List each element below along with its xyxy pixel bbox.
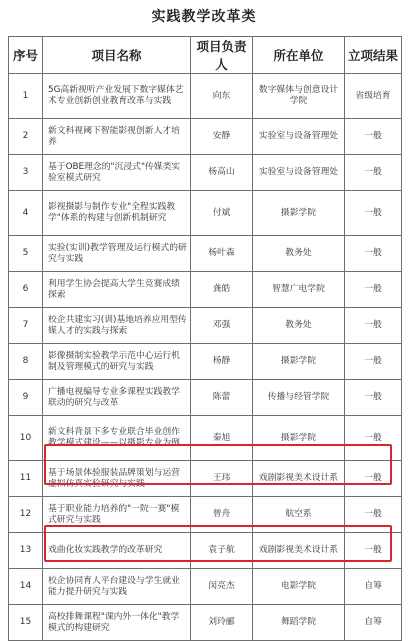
result: 一般 (345, 119, 402, 155)
unit: 教务处 (253, 308, 345, 344)
unit: 教务处 (253, 236, 345, 272)
table-row (9, 569, 402, 605)
unit: 实验室与设备管理处 (253, 155, 345, 191)
project-name: 高校排舞课程"课内外一体化"教学模式的构建研究 (43, 605, 191, 641)
unit: 航空系 (253, 497, 345, 533)
result: 自筹 (345, 605, 402, 641)
project-lead: 邓强 (191, 308, 253, 344)
unit: 戏剧影视美术设计系 (253, 461, 345, 497)
project-name: 5G高新视听产业发展下数字媒体艺术专业创新创业教育改革与实践 (43, 74, 191, 119)
header-unit: 所在单位 (253, 37, 345, 74)
unit: 电影学院 (253, 569, 345, 605)
project-lead: 陈蕾 (191, 380, 253, 416)
project-lead: 付斌 (191, 191, 253, 236)
table-header-row (9, 37, 402, 74)
unit: 摄影学院 (253, 344, 345, 380)
row-number: 14 (9, 569, 43, 605)
result: 一般 (345, 272, 402, 308)
project-table (8, 36, 402, 641)
table-row (9, 74, 402, 119)
project-name: 基于职业能力培养的"一院一赛"模式研究与实践 (43, 497, 191, 533)
result: 一般 (345, 236, 402, 272)
table-row (9, 380, 402, 416)
table-row (9, 533, 402, 569)
row-number: 13 (9, 533, 43, 569)
result: 一般 (345, 533, 402, 569)
header-project-lead: 项目负责人 (191, 37, 253, 74)
unit: 传播与经管学院 (253, 380, 345, 416)
project-lead: 龚皓 (191, 272, 253, 308)
project-name: 广播电视编导专业多课程实践教学联动的研究与改革 (43, 380, 191, 416)
project-lead: 刘玲郦 (191, 605, 253, 641)
project-lead: 杨静 (191, 344, 253, 380)
project-name: 实验(实训)教学管理及运行模式的研究与实践 (43, 236, 191, 272)
result: 一般 (345, 344, 402, 380)
table-row (9, 272, 402, 308)
project-name: 校企协同育人平台建设与学生就业能力提升研究与实践 (43, 569, 191, 605)
table-row (9, 344, 402, 380)
unit: 舞蹈学院 (253, 605, 345, 641)
project-name: 新文科视阈下智能影视创新人才培养 (43, 119, 191, 155)
header-number: 序号 (9, 37, 43, 74)
result: 一般 (345, 497, 402, 533)
row-number: 10 (9, 416, 43, 461)
row-number: 15 (9, 605, 43, 641)
project-name: 基于场景体验服装品牌策划与运营虚拟仿真实验研究与实践 (43, 461, 191, 497)
project-lead: 向东 (191, 74, 253, 119)
row-number: 9 (9, 380, 43, 416)
table-row (9, 155, 402, 191)
project-name: 戏曲化妆实践教学的改革研究 (43, 533, 191, 569)
header-project-name: 项目名称 (43, 37, 191, 74)
result: 省级培育 (345, 74, 402, 119)
result: 一般 (345, 191, 402, 236)
row-number: 4 (9, 191, 43, 236)
row-number: 12 (9, 497, 43, 533)
row-number: 6 (9, 272, 43, 308)
row-number: 2 (9, 119, 43, 155)
row-number: 1 (9, 74, 43, 119)
unit: 数字媒体与创意设计学院 (253, 74, 345, 119)
unit: 智慧广电学院 (253, 272, 345, 308)
project-lead: 安静 (191, 119, 253, 155)
project-lead: 曾舟 (191, 497, 253, 533)
result: 一般 (345, 155, 402, 191)
project-lead: 闵亮杰 (191, 569, 253, 605)
project-lead: 杨高山 (191, 155, 253, 191)
row-number: 8 (9, 344, 43, 380)
table-row (9, 308, 402, 344)
table-row (9, 497, 402, 533)
page-title: 实践教学改革类 (151, 9, 257, 25)
project-name: 校企共建实习(训)基地培养应用型传媒人才的实践与探索 (43, 308, 191, 344)
project-lead: 袁子航 (191, 533, 253, 569)
unit: 摄影学院 (253, 416, 345, 461)
table-row (9, 416, 402, 461)
result: 自筹 (345, 569, 402, 605)
table-row (9, 605, 402, 641)
project-lead: 王玮 (191, 461, 253, 497)
result: 一般 (345, 461, 402, 497)
result: 一般 (345, 380, 402, 416)
row-number: 5 (9, 236, 43, 272)
project-name: 影视摄影与制作专业"全程实践教学"体系的构建与创新机制研究 (43, 191, 191, 236)
project-name: 利用学生协会提高大学生竞赛成绩探索 (43, 272, 191, 308)
unit: 实验室与设备管理处 (253, 119, 345, 155)
project-lead: 秦旭 (191, 416, 253, 461)
unit: 摄影学院 (253, 191, 345, 236)
table-row (9, 236, 402, 272)
project-name: 影像摄制实验教学示范中心运行机制及管理模式的研究与实践 (43, 344, 191, 380)
header-result: 立项结果 (345, 37, 402, 74)
result: 一般 (345, 416, 402, 461)
project-name: 新文科背景下多专业联合毕业创作教学模式建设——以摄影专业为例 (43, 416, 191, 461)
table-row (9, 119, 402, 155)
unit: 戏剧影视美术设计系 (253, 533, 345, 569)
row-number: 11 (9, 461, 43, 497)
table-row (9, 191, 402, 236)
row-number: 3 (9, 155, 43, 191)
table-row (9, 461, 402, 497)
result: 一般 (345, 308, 402, 344)
project-name: 基于OBE理念的"沉浸式"传媒类实验室模式研究 (43, 155, 191, 191)
project-lead: 杨叶森 (191, 236, 253, 272)
row-number: 7 (9, 308, 43, 344)
